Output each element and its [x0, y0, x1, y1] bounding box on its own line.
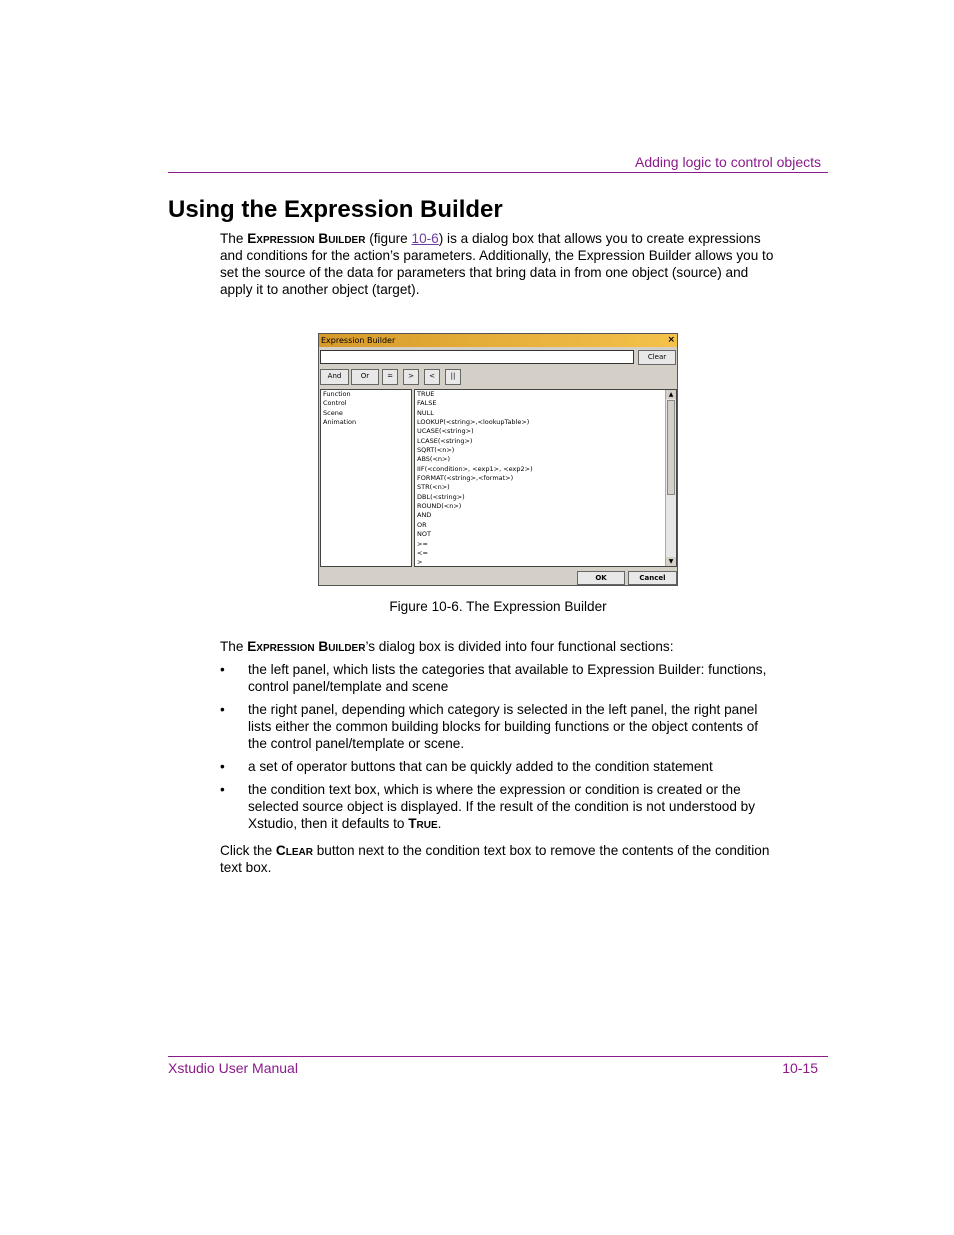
expression-builder-term: Expression Builder [247, 639, 366, 654]
header-rule [168, 172, 828, 173]
footer-manual-title: Xstudio User Manual [168, 1060, 298, 1076]
footer-rule [168, 1056, 828, 1057]
list-item[interactable]: NULL [417, 408, 434, 417]
less-than-button[interactable]: < [424, 369, 440, 385]
ok-button[interactable]: OK [577, 571, 625, 585]
figure-link[interactable]: 10-6 [411, 231, 439, 246]
close-icon[interactable]: × [667, 335, 675, 345]
list-item[interactable]: FALSE [417, 399, 437, 408]
or-operator-button[interactable]: || [445, 369, 461, 385]
list-item[interactable]: >= [417, 539, 428, 548]
list-item: • the condition text box, which is where the expression or condition is created or the selected source object is displayed. If the result of the condition is not understood by Xstudio, then it defaults to True. [220, 781, 776, 832]
scroll-up-icon[interactable]: ▲ [666, 390, 676, 399]
sections-paragraph: The Expression Builder’s dialog box is divided into four functional sections: [220, 639, 674, 654]
list-item[interactable]: STR(<n>) [417, 483, 450, 492]
page-number: 10-15 [782, 1060, 818, 1076]
list-item[interactable]: IIF(<condition>, <exp1>, <exp2>) [417, 464, 533, 473]
true-term: True [408, 816, 438, 831]
list-item[interactable]: NOT [417, 530, 431, 539]
clear-term: Clear [275, 843, 313, 858]
greater-than-button[interactable]: > [403, 369, 419, 385]
list-item[interactable]: ROUND(<n>) [417, 502, 462, 511]
vertical-scrollbar[interactable] [665, 390, 676, 566]
list-item[interactable]: FORMAT(<string>,<format>) [417, 474, 514, 483]
list-item[interactable]: OR [417, 520, 427, 529]
category-item[interactable]: Control [323, 399, 347, 408]
or-button[interactable]: Or [351, 369, 379, 385]
items-panel [414, 389, 677, 567]
clear-button[interactable]: Clear [638, 350, 676, 365]
scroll-down-icon[interactable]: ▼ [666, 557, 676, 566]
list-item[interactable]: LCASE(<string>) [417, 436, 473, 445]
condition-input[interactable] [320, 350, 634, 364]
dialog-title: Expression Builder [319, 334, 677, 347]
figure-caption: Figure 10-6. The Expression Builder [389, 599, 607, 614]
scrollbar-thumb[interactable] [667, 400, 675, 495]
list-item[interactable]: UCASE(<string>) [417, 427, 474, 436]
page-title: Using the Expression Builder [168, 196, 503, 223]
sections-list [220, 661, 776, 838]
expression-builder-dialog [318, 333, 678, 586]
list-item: • a set of operator buttons that can be quickly added to the condition statement [220, 758, 776, 775]
category-panel [320, 389, 412, 567]
list-item: • the right panel, depending which category is selected in the left panel, the right panel lists either the common building blocks for building functions or the object contents of the control panel/template or scene. [220, 701, 776, 752]
list-item[interactable]: LOOKUP(<string>,<lookupTable>) [417, 418, 530, 427]
list-item[interactable]: TRUE [417, 390, 435, 398]
and-button[interactable]: And [320, 369, 349, 385]
category-item[interactable]: Function [323, 390, 351, 398]
list-item[interactable]: SQRT(<n>) [417, 446, 455, 455]
equals-button[interactable]: = [382, 369, 398, 385]
list-item[interactable]: AND [417, 511, 432, 520]
list-item[interactable]: ABS(<n>) [417, 455, 451, 464]
list-item[interactable]: <= [417, 548, 428, 557]
intro-paragraph: The Expression Builder (figure 10-6) is a dialog box that allows you to create expressions and conditions for the action’s parameters. Additionally, the Expression Builder allows you to set the source of the data for parameters that bring data in from one object (source) and apply it to another object (target). [220, 231, 774, 297]
list-item[interactable]: DBL(<string>) [417, 492, 465, 501]
list-item: • the left panel, which lists the categories that available to Expression Builder: functions, control panel/template and scene [220, 661, 776, 695]
category-item[interactable]: Animation [323, 418, 357, 427]
list-item[interactable]: > [417, 558, 423, 567]
running-header: Adding logic to control objects [635, 154, 821, 170]
category-item[interactable]: Scene [323, 408, 343, 417]
clear-paragraph: Click the Clear button next to the condition text box to remove the contents of the condition text box. [220, 843, 770, 875]
cancel-button[interactable]: Cancel [628, 571, 677, 585]
expression-builder-term: Expression Builder [247, 231, 366, 246]
